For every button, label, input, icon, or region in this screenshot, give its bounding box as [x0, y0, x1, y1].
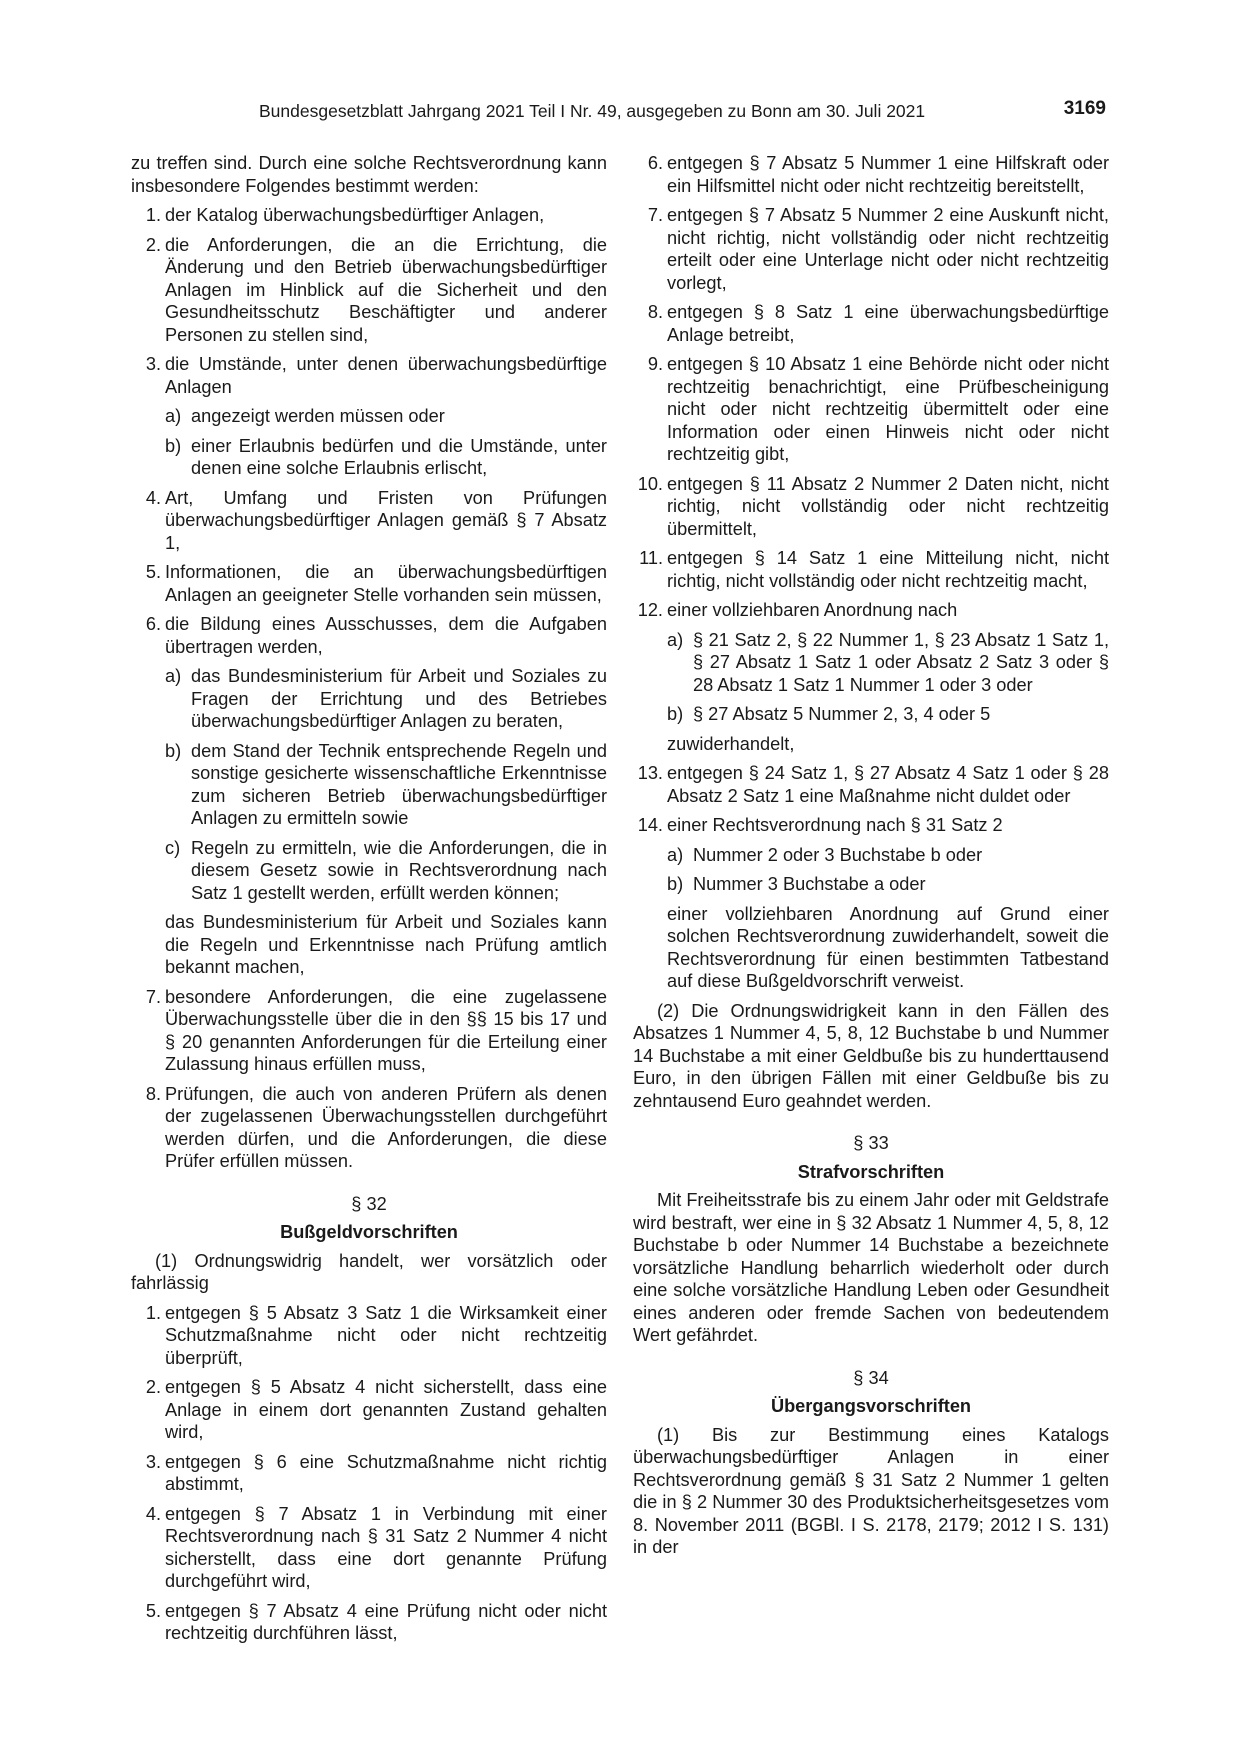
page-header [131, 100, 1106, 126]
list-item: 5. entgegen § 7 Absatz 4 eine Prüfung nicht oder nicht rechtzeitig durchführen lässt, [145, 1600, 607, 1643]
header-title: Bundesgesetzblatt Jahrgang 2021 Teil I Nr. 49, ausgegeben zu Bonn am 30. Juli 2021 [259, 101, 926, 121]
list-item: 2. entgegen § 5 Absatz 4 nicht sicherstellt, dass eine Anlage in einem dort genannten Zustand gehalten wird, [145, 1377, 607, 1442]
sub-list-item: a) § 21 Satz 2, § 22 Nummer 1, § 23 Absatz 1 Satz 1, § 27 Absatz 1 Satz 1 oder Absatz 2 Satz 3 oder § 28 Absatz 1 Satz 1 Nummer 1 oder 3 oder [667, 629, 1109, 695]
left-column [131, 152, 607, 1652]
list-item: 10. entgegen § 11 Absatz 2 Nummer 2 Daten nicht, nicht richtig, nicht vollständig oder nicht rechtzeitig übermittelt, [637, 473, 1109, 539]
sub-list-item: b) § 27 Absatz 5 Nummer 2, 3, 4 oder 5 [667, 704, 991, 724]
sub-list-item: b) einer Erlaubnis bedürfen und die Umstände, unter denen eine solche Erlaubnis erlischt, [165, 435, 607, 478]
section-title: Strafvorschriften [797, 1161, 945, 1182]
item-continuation: einer vollziehbaren Anordnung auf Grund einer solchen Rechtsverordnung zuwiderhandelt, soweit die Rechtsverordnung für einen bestimmten Tatbestand auf diese Bußgeldvorschrift verweist. [667, 903, 1109, 991]
list-item: 14. einer Rechtsverordnung nach § 31 Satz 2 [637, 815, 1003, 835]
sub-list-item: b) dem Stand der Technik entsprechende Regeln und sonstige gesicherte wissenschaftliche Erkenntnisse zum sicheren Betrieb überwachungsbedürftiger Anlagen zu ermitteln sowie [165, 740, 607, 828]
list-item: 1. der Katalog überwachungsbedürftiger Anlagen, [145, 205, 545, 225]
list-item: 3. die Umstände, unter denen überwachungsbedürftige Anlagen [145, 354, 607, 397]
section-number: § 32 [351, 1193, 387, 1214]
list-item: 4. entgegen § 7 Absatz 1 in Verbindung mit einer Rechtsverordnung nach § 31 Satz 2 Nummer 4 nicht sicherstellt, dass eine dort genannte Prüfung durchgeführt wird, [145, 1503, 607, 1591]
list-item: 8. Prüfungen, die auch von anderen Prüfern als denen der zugelassenen Überwachungsstellen durchgeführt werden dürfen, und die Anforderungen, die diese Prüfer erfüllen müssen. [145, 1083, 607, 1171]
list-item: 11. entgegen § 14 Satz 1 eine Mitteilung nicht, nicht richtig, nicht vollständig oder nicht rechtzeitig macht, [639, 548, 1109, 591]
sub-list-item: b) Nummer 3 Buchstabe a oder [667, 874, 926, 894]
section-number: § 33 [853, 1133, 889, 1153]
sub-list-item: c) Regeln zu ermitteln, wie die Anforderungen, die in diesem Gesetz sowie in Rechtsverordnung nach Satz 1 gestellt werden, erfüllt werden können; [165, 837, 607, 903]
list-item: 7. besondere Anforderungen, die eine zugelassene Überwachungsstelle über die in den §§ 15 bis 17 und § 20 genannten Anforderungen für die Erteilung einer Zulassung hinaus erfüllen muss, [145, 986, 607, 1074]
section-title: Übergangsvorschriften [770, 1396, 972, 1416]
page-number: 3169 [1063, 98, 1106, 119]
list-item: 5. Informationen, die an überwachungsbedürftigen Anlagen an geeigneter Stelle vorhanden sein müssen, [145, 562, 607, 605]
right-column [633, 152, 1109, 1559]
list-item: 6. entgegen § 7 Absatz 5 Nummer 1 eine Hilfskraft oder ein Hilfsmittel nicht oder nicht rechtzeitig bereitstellt, [647, 153, 1109, 196]
paragraph: (1) Ordnungswidrig handelt, wer vorsätzlich oder fahrlässig [131, 1250, 607, 1293]
list-item: 4. Art, Umfang und Fristen von Prüfungen überwachungsbedürftiger Anlagen gemäß § 7 Absatz 1, [145, 487, 607, 553]
paragraph: (2) Die Ordnungswidrigkeit kann in den Fällen des Absatzes 1 Nummer 4, 5, 8, 12 Buchstabe b und Nummer 14 Buchstabe a mit einer Geldbuße bis zu hunderttausend Euro, in den übrigen Fällen mit einer Geldbuße bis zu zehntausend Euro geahndet werden. [633, 1000, 1109, 1111]
list-item: 1. entgegen § 5 Absatz 3 Satz 1 die Wirksamkeit einer Schutzmaßnahme nicht oder nicht rechtzeitig überprüft, [145, 1302, 607, 1368]
sub-list-item: a) Nummer 2 oder 3 Buchstabe b oder [667, 844, 983, 865]
list-item: 13. entgegen § 24 Satz 1, § 27 Absatz 4 Satz 1 oder § 28 Absatz 2 Satz 1 eine Maßnahme nicht duldet oder [637, 763, 1109, 806]
sub-list-item: a) angezeigt werden müssen oder [165, 406, 445, 426]
list-item: 7. entgegen § 7 Absatz 5 Nummer 2 eine Auskunft nicht, nicht richtig, nicht vollständig oder nicht rechtzeitig erteilt oder eine Unterlage nicht oder nicht rechtzeitig vorlegt, [647, 205, 1109, 293]
intro-paragraph: zu treffen sind. Durch eine solche Rechtsverordnung kann insbesondere Folgendes bestimmt werden: [131, 153, 607, 196]
paragraph: (1) Bis zur Bestimmung eines Katalogs überwachungsbedürftiger Anlagen in einer Rechtsverordnung gemäß § 31 Satz 2 Nummer 1 gelten die in § 2 Nummer 30 des Produktsicherheitsgesetzes vom 8. November 2011 (BGBl. I S. 2178, 2179; 2012 I S. 131) in der [633, 1424, 1109, 1557]
list-item: 9. entgegen § 10 Absatz 1 eine Behörde nicht oder nicht rechtzeitig benachrichtigt, eine Prüfbescheinigung nicht oder nicht rechtzeitig übermittelt oder eine Information oder einen Hinweis nicht oder nicht rechtzeitig gibt, [647, 354, 1109, 464]
list-item: 8. entgegen § 8 Satz 1 eine überwachungsbedürftige Anlage betreibt, [647, 302, 1109, 345]
list-item: 3. entgegen § 6 eine Schutzmaßnahme nicht richtig abstimmt, [145, 1451, 607, 1494]
section-title: Bußgeldvorschriften [280, 1222, 458, 1242]
section-number: § 34 [853, 1367, 889, 1388]
paragraph: Mit Freiheitsstrafe bis zu einem Jahr oder mit Geldstrafe wird bestraft, wer eine in § 32 Absatz 1 Nummer 4, 5, 8, 12 Buchstabe b oder Nummer 14 Buchstabe a bezeichnete vorsätzliche Handlung beharrlich wiederholt oder durch eine solche vorsätzliche Handlung Leben oder Gesundheit eines anderen oder fremde Sachen von bedeutendem Wert gefährdet. [633, 1190, 1109, 1345]
list-item: 12. einer vollziehbaren Anordnung nach [637, 600, 958, 620]
list-item: 6. die Bildung eines Ausschusses, dem die Aufgaben übertragen werden, [145, 614, 607, 657]
item-continuation: das Bundesministerium für Arbeit und Soziales kann die Regeln und Erkenntnisse nach Prüfung amtlich bekannt machen, [165, 912, 607, 977]
list-item: 2. die Anforderungen, die an die Errichtung, die Änderung und den Betrieb überwachungsbedürftiger Anlagen im Hinblick auf die Sicherheit und den Gesundheitsschutz Beschäftigter und anderer Personen zu stellen sind, [145, 234, 607, 345]
item-continuation: zuwiderhandelt, [667, 733, 795, 754]
sub-list-item: a) das Bundesministerium für Arbeit und Soziales zu Fragen der Errichtung und des Betriebes überwachungsbedürftiger Anlagen zu beraten, [165, 666, 607, 731]
